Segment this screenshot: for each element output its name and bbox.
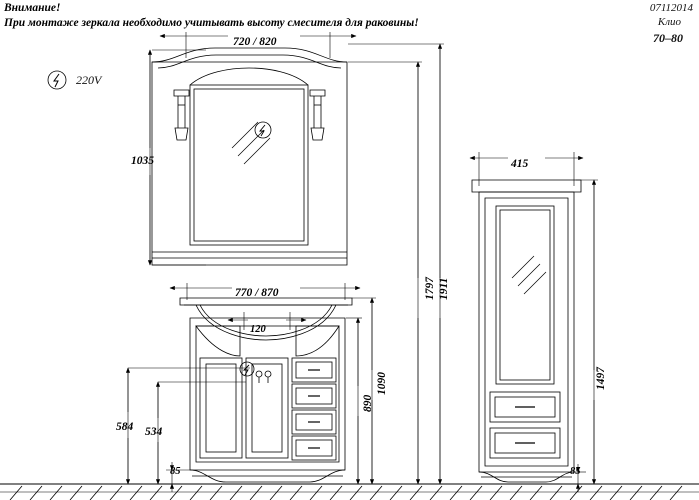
- power-icon-circle: [48, 71, 66, 89]
- lightning-icon: [54, 74, 59, 87]
- dim-mount-a: 584: [116, 421, 134, 433]
- dim-total-height: 1911: [438, 277, 450, 300]
- dim-column-height: 1497: [595, 367, 607, 390]
- voltage-label: 220V: [76, 73, 102, 87]
- dim-mount-b: 534: [145, 426, 163, 438]
- dim-column-width: 415: [511, 158, 529, 170]
- notice-text: При монтаже зеркала необходимо учитывать высоту смесителя для раковины!: [4, 17, 419, 29]
- dim-plinth-right: 85: [570, 466, 581, 477]
- dim-mirror-width: 720 / 820: [233, 36, 277, 48]
- notice-title: Внимание!: [4, 2, 61, 14]
- dim-handle-width: 120: [250, 324, 266, 335]
- dim-cabinet-height: 1090: [376, 372, 388, 395]
- drawing-code: 07112014: [649, 2, 693, 14]
- dim-mirror-top-height: 1797: [424, 277, 436, 300]
- dim-cabinet-body-height: 890: [362, 394, 374, 412]
- dim-plinth-left: 85: [170, 466, 181, 477]
- model-name: Клио: [657, 16, 681, 28]
- dim-mirror-height: 1035: [131, 155, 154, 167]
- model-size: 70–80: [653, 31, 683, 45]
- dim-cabinet-width: 770 / 870: [235, 287, 279, 299]
